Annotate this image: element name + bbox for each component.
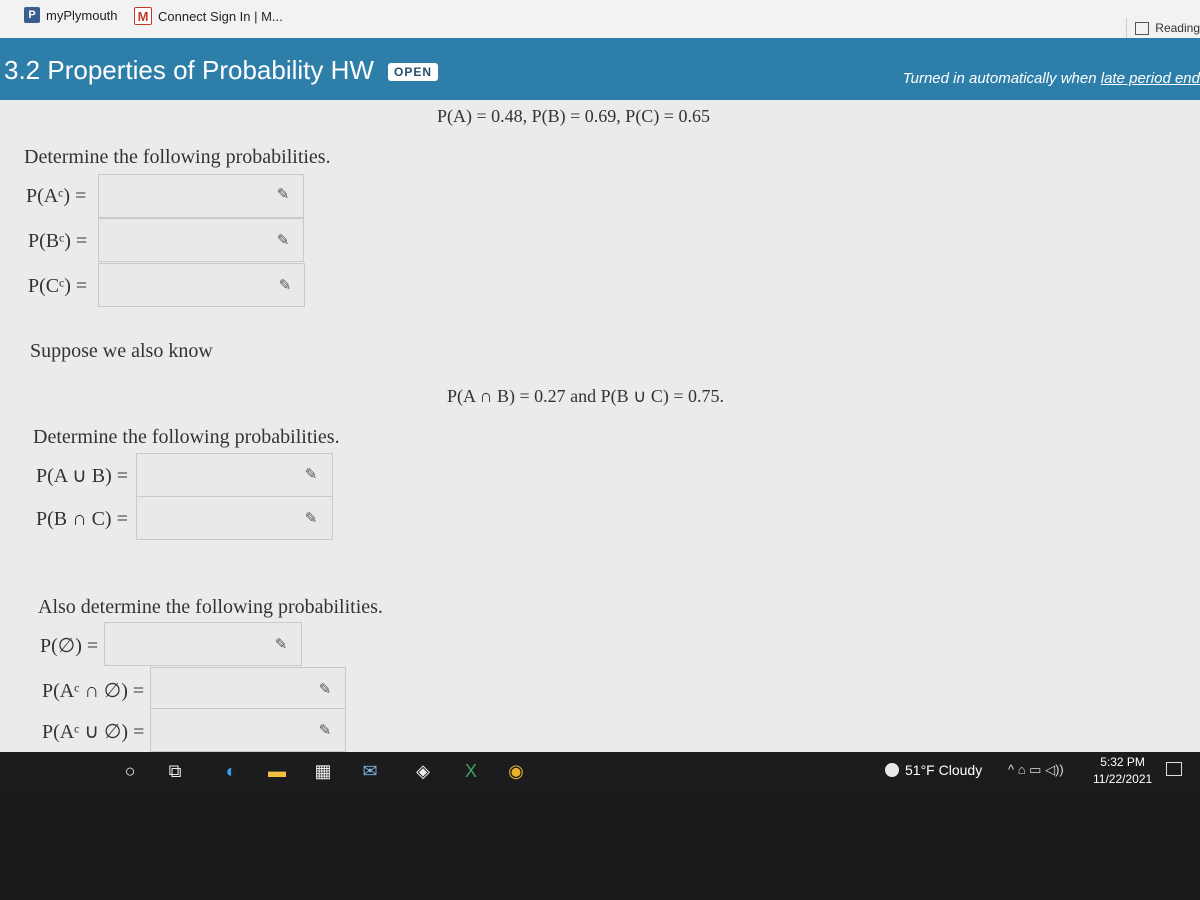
pencil-icon[interactable]: ✎ [276,233,290,249]
bookmark-connect[interactable] [134,7,283,25]
store-icon[interactable]: ▦ [314,760,332,781]
late-period-link[interactable]: late period end [1100,70,1200,87]
pencil-icon[interactable]: ✎ [304,511,318,527]
pencil-icon[interactable]: ✎ [318,723,332,739]
mail-icon[interactable]: ✉ [362,760,378,781]
answer-row [40,622,98,668]
app-icon[interactable]: ◈ [416,760,430,781]
answer-label: P(A ∪ B) = [36,464,129,487]
prompt-part-3: Also determine the following probabilities. [38,596,383,618]
answer-label: P(Aᶜ ∪ ∅) = [42,720,145,743]
notification-icon[interactable] [1166,762,1182,776]
pencil-icon[interactable]: ✎ [304,467,318,483]
assignment-header [0,38,1200,100]
late-period-note [903,70,1200,87]
suppose-text: Suppose we also know [30,340,213,362]
given-probabilities: P(A) = 0.48, P(B) = 0.69, P(C) = 0.65 [437,106,710,126]
answer-row [28,218,87,264]
clock-date: 11/22/2021 [1093,772,1153,786]
assignment-title: 3.2 Properties of Probability HW [4,55,374,85]
answer-label: P(B ∩ C) = [36,507,128,530]
weather-text: 51°F Cloudy [905,762,983,778]
weather-widget[interactable] [885,762,982,778]
clock[interactable] [1093,754,1152,788]
reading-list-button[interactable] [1126,18,1200,38]
pencil-icon[interactable]: ✎ [318,682,332,698]
answer-row [42,708,144,754]
weather-icon [885,763,899,777]
answer-label: P(Bᶜ) = [28,229,88,252]
search-icon[interactable]: ○ [124,760,136,781]
additional-given: P(A ∩ B) = 0.27 and P(B ∪ C) = 0.75. [447,386,724,406]
screen-bezel [0,790,1200,900]
bookmark-label: myPlymouth [46,7,118,23]
taskbar [0,752,1200,790]
answer-label: P(Aᶜ) = [26,184,87,207]
bookmark-label: Connect Sign In | M... [158,8,283,24]
system-tray[interactable]: ^ ⌂ ▭ ◁)) [1008,762,1064,777]
reading-list-label: Reading [1155,21,1200,35]
pencil-icon[interactable]: ✎ [274,637,288,653]
status-badge: OPEN [388,63,438,81]
mcgraw-icon: M [134,7,152,25]
bookmark-myplymouth[interactable] [24,7,118,23]
chrome-icon[interactable]: ◉ [508,760,524,781]
pencil-icon[interactable]: ✎ [276,187,290,203]
answer-row [28,263,87,309]
file-explorer-icon[interactable]: ▬ [268,760,286,781]
answer-input-c-complement[interactable] [98,263,305,307]
edge-icon[interactable]: ◐ [225,760,237,781]
plymouth-icon: P [24,7,40,23]
excel-icon[interactable]: X [464,760,477,781]
reading-list-icon [1135,22,1149,35]
bookmarks-bar [0,0,1200,38]
late-note-text: Turned in automatically when [902,70,1101,87]
prompt-part-1: Determine the following probabilities. [24,146,331,168]
answer-label: P(∅) = [40,634,99,657]
prompt-part-2: Determine the following probabilities. [33,426,340,448]
answer-row [42,667,144,713]
question-area [0,100,1200,752]
answer-label: P(Cᶜ) = [28,274,88,297]
answer-row [36,496,128,542]
pencil-icon[interactable]: ✎ [278,278,292,294]
answer-row [36,452,128,498]
answer-label: P(Aᶜ ∩ ∅) = [42,679,145,702]
clock-time: 5:32 PM [1100,755,1145,769]
answer-row [26,173,86,219]
task-view-icon[interactable]: ⧉ [168,760,182,781]
